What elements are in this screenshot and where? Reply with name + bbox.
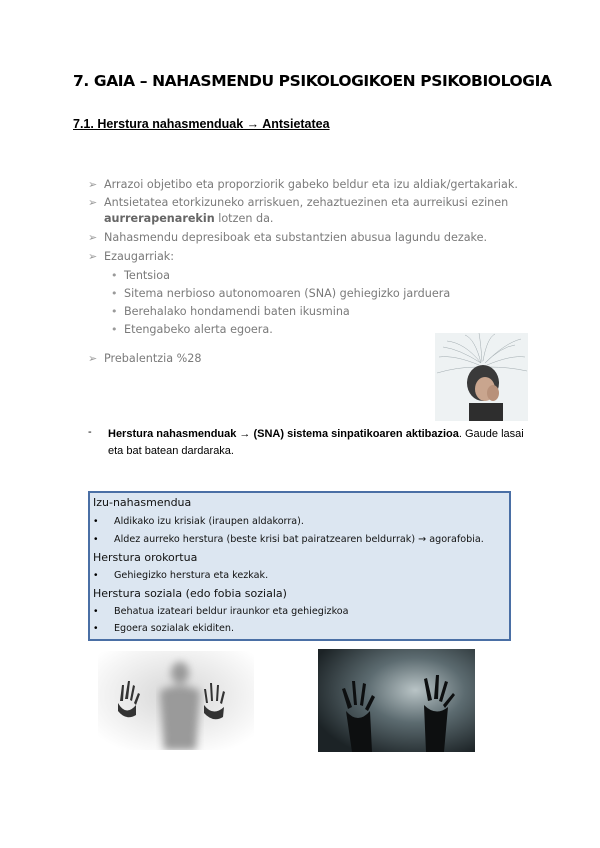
box-item: Egoera sozialak ekiditen. (114, 623, 235, 634)
disorders-info-box (88, 491, 511, 641)
box-heading-generalized: Herstura orokortua (93, 551, 198, 564)
sna-bold-text: Herstura nahasmenduak → (SNA) sistema sinpatikoaren aktibazioa (108, 428, 459, 440)
figure-behind-glass-photo (98, 651, 254, 750)
dot-bullet-icon: • (94, 534, 98, 545)
arrow-bullet-icon: ➢ (88, 352, 98, 365)
box-item: Gehiegizko herstura eta kezkak. (114, 570, 269, 581)
list-dash: - (88, 426, 92, 438)
feature-item: Tentsioa (124, 269, 170, 282)
dot-bullet-icon: • (94, 516, 98, 527)
dot-bullet-icon: • (94, 606, 98, 617)
dot-bullet-icon: • (111, 269, 118, 282)
bullet-text: Nahasmendu depresiboak eta substantzien abusua lagundu dezake. (104, 231, 488, 244)
feature-item: Etengabeko alerta egoera. (124, 323, 273, 336)
feature-item: Berehalako hondamendi baten ikusmina (124, 305, 350, 318)
sna-rest-text: . Gaude lasai eta bat batean dardaraka. (108, 428, 524, 457)
arrow-bullet-icon: ➢ (88, 178, 98, 191)
box-item: Behatua izateari beldur iraunkor eta gehiegizkoa (114, 606, 349, 617)
box-item: Aldez aurreko herstura (beste krisi bat pairatzearen beldurrak) → agorafobia. (114, 534, 484, 545)
box-heading-panic: Izu-nahasmendua (93, 496, 192, 509)
arrow-bullet-icon: ➢ (88, 196, 98, 209)
dot-bullet-icon: • (94, 570, 98, 581)
dot-bullet-icon: • (111, 305, 118, 318)
dot-bullet-icon: • (94, 623, 98, 634)
arrow-bullet-icon: ➢ (88, 250, 98, 263)
feature-item: Sitema nerbioso autonomoaren (SNA) gehiegizko jarduera (124, 287, 451, 300)
page-title: 7. GAIA – NAHASMENDU PSIKOLOGIKOEN PSIKOBIOLOGIA (73, 72, 552, 90)
box-heading-social: Herstura soziala (edo fobia soziala) (93, 587, 287, 600)
bullet-text: Ezaugarriak: (104, 250, 175, 263)
sna-paragraph (108, 426, 528, 460)
bullet-text-rest: lotzen da. (214, 212, 274, 225)
box-item: Aldikako izu krisiak (iraupen aldakorra). (114, 516, 304, 527)
hands-against-glass-photo (318, 649, 475, 752)
dot-bullet-icon: • (111, 287, 118, 300)
prevalence-text: Prebalentzia %28 (104, 352, 202, 365)
stressed-woman-photo (435, 333, 528, 421)
bullet-text: Antsietatea etorkizuneko arriskuen, zehaztuezinen eta aurreikusi ezinen (104, 196, 509, 209)
dot-bullet-icon: • (111, 323, 118, 336)
bold-term: aurrerapenarekin (104, 212, 215, 225)
bullet-text-continuation (104, 212, 273, 225)
section-heading: 7.1. Herstura nahasmenduak → Antsietatea (73, 117, 330, 131)
arrow-bullet-icon: ➢ (88, 231, 98, 244)
bullet-text: Arrazoi objetibo eta proporziorik gabeko beldur eta izu aldiak/gertakariak. (104, 178, 518, 191)
